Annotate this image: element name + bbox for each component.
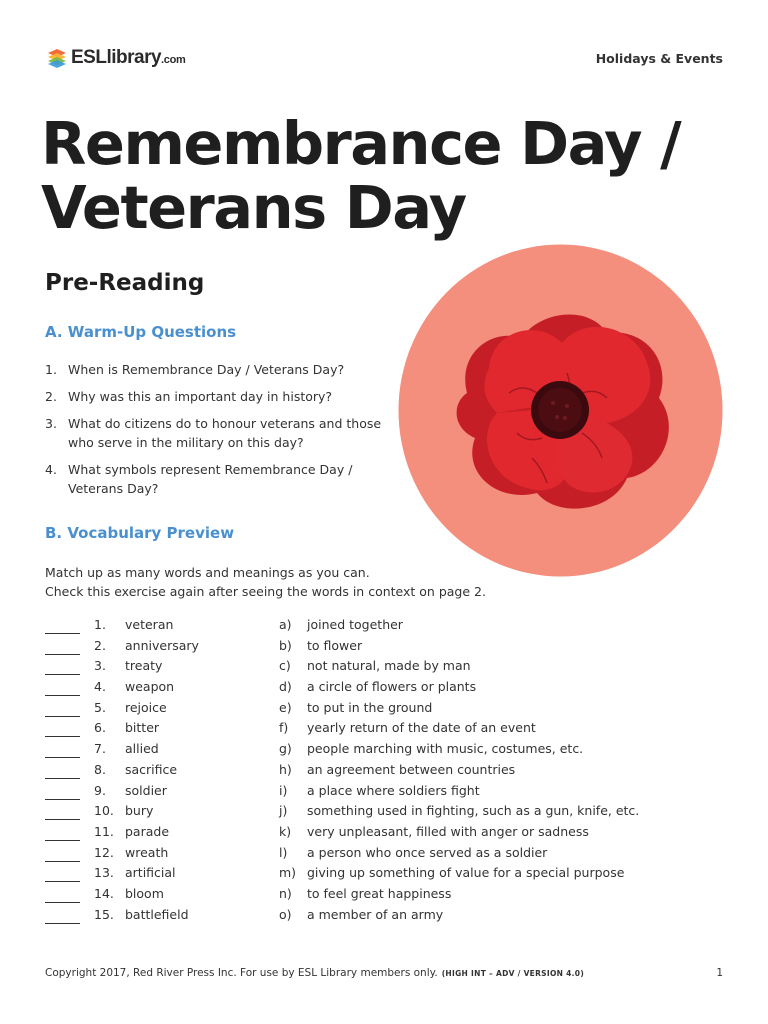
answer-blank[interactable]: [45, 819, 80, 820]
vocab-number: 13.: [94, 865, 114, 881]
answer-blank[interactable]: [45, 633, 80, 634]
definition-text: a person who once served as a soldier: [307, 844, 548, 860]
vocab-number: 14.: [94, 885, 114, 901]
vocab-word: veteran: [125, 617, 174, 632]
definition-letter: o): [279, 906, 292, 922]
definition-text: a circle of flowers or plants: [307, 679, 477, 695]
logo-main: ESLlibrary: [71, 47, 162, 68]
section-title: Pre-Reading: [45, 270, 205, 296]
vocab-word: artificial: [125, 865, 176, 881]
question-text: What do citizens do to honour veterans and those who serve in the military on this day?: [68, 416, 382, 450]
vocab-intro-line-1: Match up as many words and meanings as you can.: [45, 565, 370, 580]
vocab-row: [45, 803, 725, 824]
vocab-row: [45, 824, 725, 845]
warmup-questions: [45, 360, 385, 506]
page-title: [41, 109, 741, 242]
vocab-row: [45, 845, 725, 866]
category-label: Holidays & Events: [595, 51, 723, 66]
definition-letter: m): [279, 865, 297, 881]
vocab-row: [45, 762, 725, 783]
vocab-word: treaty: [125, 658, 163, 674]
answer-blank[interactable]: [45, 902, 80, 903]
copyright-text: Copyright 2017, Red River Press Inc. For use by ESL Library members only.: [45, 967, 438, 979]
vocab-number: 9.: [94, 782, 106, 798]
vocab-row: [45, 865, 725, 886]
question-number: 3.: [45, 416, 57, 431]
question-item: [45, 414, 385, 452]
vocab-row: [45, 617, 725, 638]
definition-text: to flower: [307, 637, 363, 653]
vocab-row: [45, 783, 725, 804]
vocab-number: 12.: [94, 844, 114, 860]
definition-letter: e): [279, 699, 292, 715]
definition-text: people marching with music, costumes, etc.: [307, 741, 584, 757]
title-line-1: Remembrance Day /: [41, 109, 681, 178]
title-line-2: Veterans Day: [41, 173, 466, 242]
vocab-number: 7.: [94, 741, 106, 757]
answer-blank[interactable]: [45, 778, 80, 779]
vocab-word: parade: [125, 823, 170, 839]
definition-text: a place where soldiers fight: [307, 782, 480, 798]
vocab-row: [45, 907, 725, 928]
definition-text: giving up something of value for a special purpose: [307, 865, 625, 881]
vocab-word: rejoice: [125, 699, 167, 715]
vocab-word: bury: [125, 803, 154, 819]
definition-letter: k): [279, 823, 292, 839]
vocab-row: [45, 700, 725, 721]
vocab-row: [45, 886, 725, 907]
vocab-number: 2.: [94, 637, 106, 653]
question-item: [45, 460, 385, 498]
vocab-heading: B. Vocabulary Preview: [45, 524, 235, 542]
question-number: 1.: [45, 362, 57, 377]
vocab-number: 6.: [94, 720, 106, 736]
answer-blank[interactable]: [45, 881, 80, 882]
definition-letter: l): [279, 844, 288, 860]
answer-blank[interactable]: [45, 923, 80, 924]
definition-text: to put in the ground: [307, 699, 433, 715]
vocab-word: battlefield: [125, 906, 189, 922]
definition-text: yearly return of the date of an event: [307, 720, 536, 736]
question-item: [45, 360, 385, 379]
vocab-number: 10.: [94, 803, 114, 819]
answer-blank[interactable]: [45, 799, 80, 800]
definition-letter: j): [279, 803, 288, 819]
footer-copyright: [45, 967, 584, 979]
question-text: Why was this an important day in history?: [68, 389, 333, 404]
question-number: 4.: [45, 462, 57, 477]
question-item: [45, 387, 385, 406]
answer-blank[interactable]: [45, 736, 80, 737]
poppy-flower-icon: [397, 243, 724, 578]
answer-blank[interactable]: [45, 840, 80, 841]
vocab-row: [45, 679, 725, 700]
vocab-number: 8.: [94, 761, 106, 777]
vocab-number: 1.: [94, 617, 106, 632]
answer-blank[interactable]: [45, 757, 80, 758]
vocab-row: [45, 638, 725, 659]
vocab-row: [45, 658, 725, 679]
esl-library-logo-icon: [46, 47, 68, 69]
vocab-word: allied: [125, 741, 159, 757]
definition-letter: g): [279, 741, 292, 757]
vocab-number: 4.: [94, 679, 106, 695]
definition-text: not natural, made by man: [307, 658, 471, 674]
vocab-word: bloom: [125, 885, 164, 901]
definition-letter: i): [279, 782, 288, 798]
definition-letter: b): [279, 637, 292, 653]
definition-letter: d): [279, 679, 292, 695]
definition-letter: h): [279, 761, 292, 777]
definition-text: a member of an army: [307, 906, 444, 922]
answer-blank[interactable]: [45, 695, 80, 696]
definition-text: joined together: [307, 617, 403, 632]
definition-text: to feel great happiness: [307, 885, 452, 901]
page-number: 1: [716, 967, 723, 979]
vocab-number: 15.: [94, 906, 114, 922]
logo-suffix: .com: [161, 54, 186, 66]
vocab-intro-line-2: Check this exercise again after seeing the words in context on page 2.: [45, 584, 486, 599]
vocab-number: 11.: [94, 823, 114, 839]
vocab-word: bitter: [125, 720, 160, 736]
vocab-word: soldier: [125, 782, 167, 798]
vocab-row: [45, 741, 725, 762]
definition-letter: c): [279, 658, 291, 674]
logo-text: [71, 47, 186, 69]
definition-letter: a): [279, 617, 292, 632]
vocab-intro: [45, 563, 486, 601]
definition-text: something used in fighting, such as a gun, knife, etc.: [307, 803, 640, 819]
question-text: What symbols represent Remembrance Day / Veterans Day?: [68, 462, 353, 496]
warmup-heading: A. Warm-Up Questions: [45, 323, 237, 341]
vocab-word: weapon: [125, 679, 175, 695]
vocab-row: [45, 720, 725, 741]
answer-blank[interactable]: [45, 654, 80, 655]
definition-letter: f): [279, 720, 289, 736]
vocab-number: 3.: [94, 658, 106, 674]
level-text: (HIGH INT – ADV / VERSION 4.0): [441, 969, 585, 978]
definition-text: an agreement between countries: [307, 761, 516, 777]
vocab-word: sacrifice: [125, 761, 178, 777]
answer-blank[interactable]: [45, 861, 80, 862]
answer-blank[interactable]: [45, 674, 80, 675]
question-number: 2.: [45, 389, 57, 404]
esl-library-logo: [46, 44, 186, 72]
vocab-word: wreath: [125, 844, 169, 860]
answer-blank[interactable]: [45, 716, 80, 717]
definition-text: very unpleasant, filled with anger or sadness: [307, 823, 589, 839]
definition-letter: n): [279, 885, 292, 901]
vocab-number: 5.: [94, 699, 106, 715]
question-text: When is Remembrance Day / Veterans Day?: [68, 362, 345, 377]
vocab-table: [45, 617, 725, 927]
vocab-word: anniversary: [125, 637, 199, 653]
